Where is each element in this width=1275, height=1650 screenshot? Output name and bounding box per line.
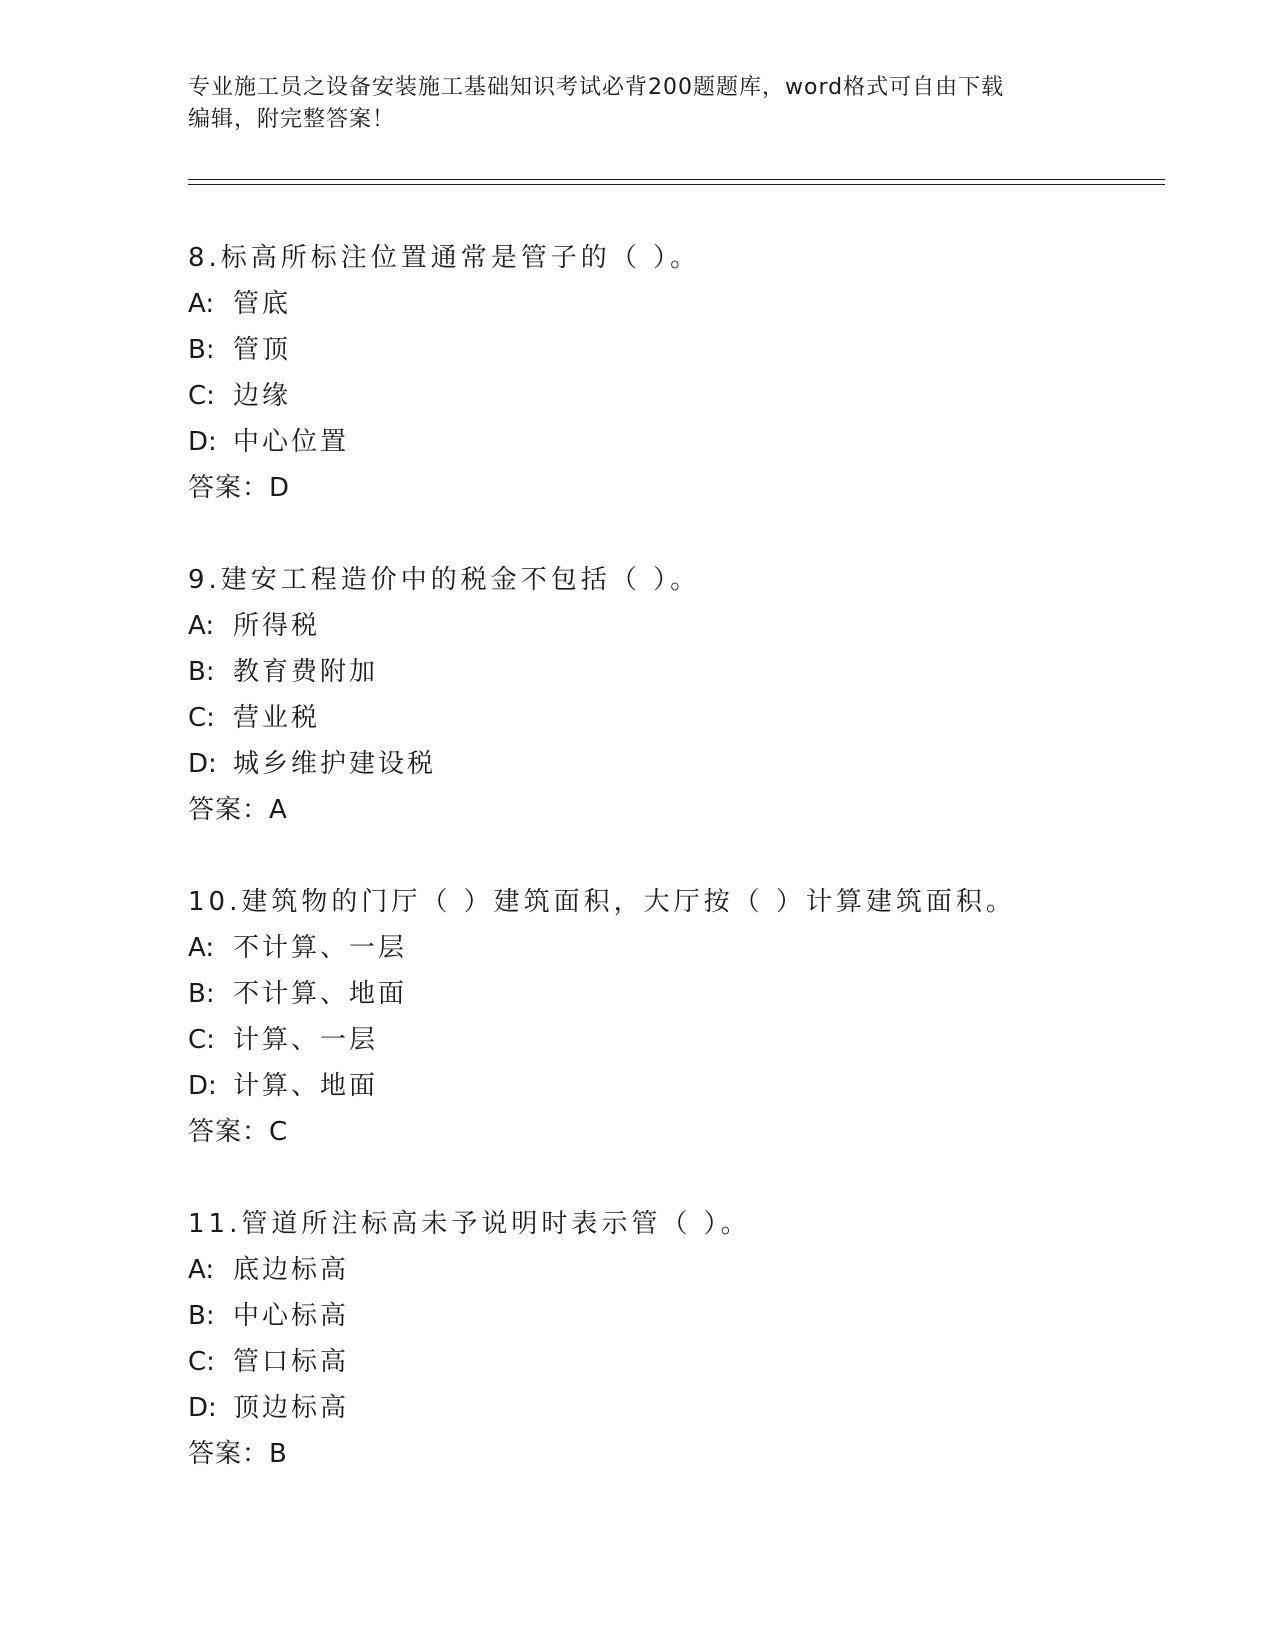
question-stem: 9.建安工程造价中的税金不包括（ ）。 — [188, 565, 701, 595]
option-text: 城乡维护建设税 — [233, 749, 437, 779]
option-text: 不计算、地面 — [233, 979, 408, 1009]
option-text: 计算、地面 — [233, 1071, 379, 1101]
option-letter: B: — [188, 979, 215, 1009]
option-text: 顶边标高 — [233, 1393, 350, 1423]
document-header — [188, 72, 1088, 136]
option-text: 计算、一层 — [233, 1025, 379, 1055]
header-divider-bottom — [188, 184, 1165, 185]
option-a — [188, 925, 1148, 971]
option-text: 所得税 — [233, 611, 321, 641]
option-d — [188, 741, 1148, 787]
question-block — [188, 879, 1148, 1155]
answer-line: 答案：B — [188, 1439, 288, 1469]
question-stem: 10.建筑物的门厅（ ）建筑面积，大厅按（ ）计算建筑面积。 — [188, 887, 1016, 917]
question-block — [188, 1201, 1148, 1477]
option-text: 管顶 — [233, 335, 292, 365]
option-letter: C: — [188, 703, 215, 733]
question-stem: 11.管道所注标高未予说明时表示管（ ）。 — [188, 1209, 751, 1239]
question-block — [188, 235, 1148, 511]
option-c — [188, 1339, 1148, 1385]
option-letter: D: — [188, 427, 217, 457]
option-c — [188, 1017, 1148, 1063]
answer-line: 答案：C — [188, 1117, 289, 1147]
option-b — [188, 327, 1148, 373]
option-letter: C: — [188, 1025, 215, 1055]
option-a — [188, 1247, 1148, 1293]
question-block — [188, 557, 1148, 833]
option-text: 中心标高 — [233, 1301, 350, 1331]
question-stem: 8.标高所标注位置通常是管子的（ ）。 — [188, 243, 701, 273]
option-c — [188, 373, 1148, 419]
option-letter: D: — [188, 749, 217, 779]
answer-line: 答案：A — [188, 795, 288, 825]
option-text: 不计算、一层 — [233, 933, 408, 963]
option-text: 营业税 — [233, 703, 321, 733]
option-letter: C: — [188, 381, 215, 411]
option-letter: B: — [188, 335, 215, 365]
option-text: 中心位置 — [233, 427, 350, 457]
option-letter: A: — [188, 1255, 215, 1285]
option-text: 管口标高 — [233, 1347, 350, 1377]
option-d — [188, 419, 1148, 465]
option-b — [188, 1293, 1148, 1339]
option-text: 教育费附加 — [233, 657, 379, 687]
option-b — [188, 649, 1148, 695]
option-letter: D: — [188, 1393, 217, 1423]
header-divider-top — [188, 179, 1165, 180]
option-letter: C: — [188, 1347, 215, 1377]
option-text: 底边标高 — [233, 1255, 350, 1285]
answer-line: 答案：D — [188, 473, 291, 503]
option-a — [188, 281, 1148, 327]
option-letter: D: — [188, 1071, 217, 1101]
option-letter: B: — [188, 1301, 215, 1331]
option-b — [188, 971, 1148, 1017]
option-c — [188, 695, 1148, 741]
option-a — [188, 603, 1148, 649]
header-line-1: 专业施工员之设备安装施工基础知识考试必背200题题库，word格式可自由下载 — [188, 75, 1005, 100]
option-text: 边缘 — [233, 381, 292, 411]
option-letter: A: — [188, 289, 215, 319]
option-letter: A: — [188, 611, 215, 641]
option-d — [188, 1063, 1148, 1109]
option-letter: B: — [188, 657, 215, 687]
header-line-2: 编辑，附完整答案！ — [188, 107, 396, 132]
option-d — [188, 1385, 1148, 1431]
option-text: 管底 — [233, 289, 292, 319]
option-letter: A: — [188, 933, 215, 963]
